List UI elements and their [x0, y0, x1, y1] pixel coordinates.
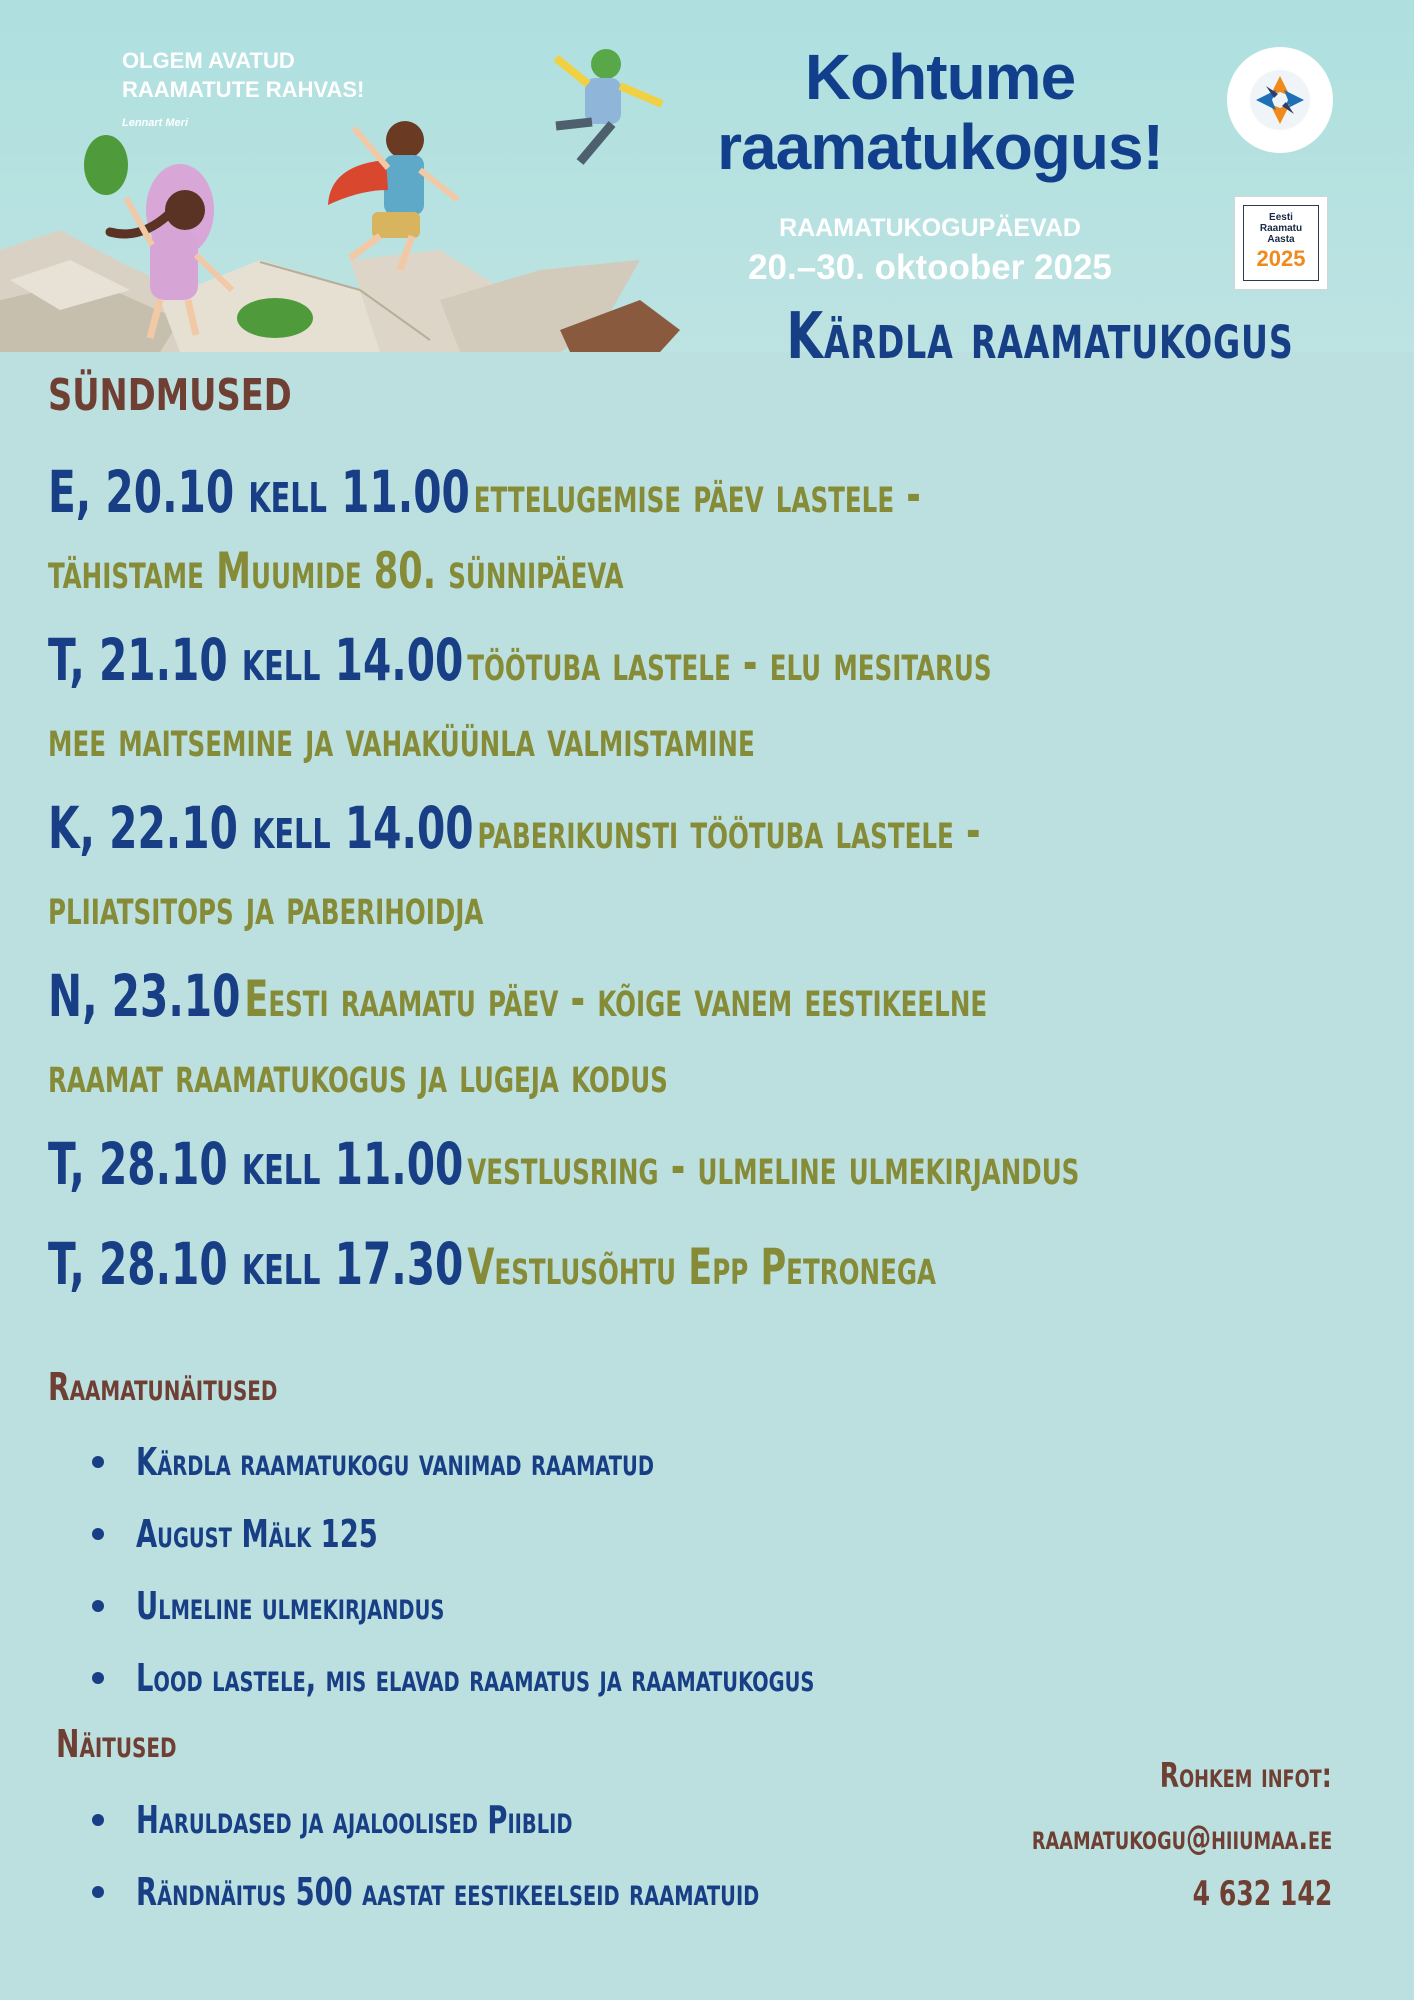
event-2-line-2	[48, 710, 755, 768]
logo-text-2: Raamatu	[1259, 223, 1303, 234]
library-name: Kärdla raamatukogus	[786, 300, 1294, 374]
event-1-line-1	[48, 458, 921, 526]
event-6-date: T, 28.10 kell 17.30	[48, 1230, 464, 1298]
event-5-line-1	[48, 1130, 1079, 1198]
lennart-meri-quote	[122, 46, 364, 104]
event-4-date: N, 23.10	[48, 962, 241, 1030]
bullet-icon	[92, 1600, 104, 1612]
bullet-icon	[92, 1814, 104, 1826]
event-4-line-2	[48, 1046, 668, 1104]
event-2-text: töötuba lastele - elu mesitarus	[467, 634, 992, 692]
event-3-text: paberikunsti töötuba lastele -	[477, 802, 981, 860]
event-1-text: ettelugemise päev lastele -	[473, 466, 921, 524]
title-line-1: Kohtume	[804, 41, 1076, 113]
event-2-text-2: mee maitsemine ja vahaküünla valmistamine	[48, 710, 755, 768]
event-3-text-2: pliiatsitops ja paberihoidja	[48, 878, 484, 936]
list-item-label: Haruldased ja ajaloolised Piiblid	[136, 1798, 573, 1842]
list-item-label: Kärdla raamatukogu vanimad raamatud	[136, 1440, 654, 1484]
event-1-date: E, 20.10 kell 11.00	[48, 458, 470, 526]
event-2-date: T, 21.10 kell 14.00	[48, 626, 464, 694]
contact-label: Rohkem infot:	[1159, 1756, 1332, 1796]
event-2-line-1	[48, 626, 992, 694]
list-item-label: Rändnäitus 500 aastat eestikeelseid raamatuid	[136, 1870, 760, 1914]
event-1-line-2	[48, 542, 624, 600]
event-dates: 20.–30. oktoober 2025	[748, 248, 1112, 287]
event-3-line-1	[48, 794, 981, 862]
main-title	[690, 42, 1190, 182]
book-exhibitions-heading: Raamatunäitused	[48, 1365, 278, 1409]
event-1-text-2: tähistame Muumide 80. sünnipäeva	[48, 542, 624, 600]
event-6-text: Vestlusõhtu Epp Petronega	[467, 1238, 937, 1296]
bullet-icon	[92, 1456, 104, 1468]
event-3-date: K, 22.10 kell 14.00	[48, 794, 474, 862]
event-4-text: Eesti raamatu päev - kõige vanem eestikeelne	[244, 970, 988, 1028]
list-item-label: Lood lastele, mis elavad raamatus ja raamatukogus	[136, 1656, 815, 1700]
event-3-line-2	[48, 878, 483, 936]
librarians-association-logo	[1226, 46, 1334, 154]
title-line-2: raamatukogus!	[717, 111, 1163, 183]
bullet-icon	[92, 1672, 104, 1684]
quote-author: Lennart Meri	[122, 117, 189, 129]
event-series-name: RAAMATUKOGUPÄEVAD	[779, 214, 1081, 242]
event-4-line-1	[48, 962, 987, 1030]
bullet-icon	[92, 1528, 104, 1540]
logo-text-3: Aasta	[1267, 234, 1295, 245]
quote-line-2: RAAMATUTE RAHVAS!	[122, 77, 365, 102]
contact-email[interactable]: raamatukogu@hiiumaa.ee	[1031, 1818, 1332, 1858]
bullet-icon	[92, 1886, 104, 1898]
event-4-text-2: raamat raamatukogus ja lugeja kodus	[48, 1046, 668, 1104]
list-item-label: August Mälk 125	[136, 1512, 378, 1556]
logo-year: 2025	[1256, 246, 1306, 271]
event-5-text: vestlusring - ulmeline ulmekirjandus	[467, 1138, 1080, 1196]
contact-phone[interactable]: 4 632 142	[1192, 1874, 1332, 1914]
logo-text-1: Eesti	[1269, 212, 1293, 223]
events-heading: SÜNDMUSED	[48, 370, 292, 421]
list-item-label: Ulmeline ulmekirjandus	[136, 1584, 445, 1628]
book-year-logo	[1234, 196, 1328, 290]
event-5-date: T, 28.10 kell 11.00	[48, 1130, 464, 1198]
exhibitions-heading: Näitused	[56, 1722, 177, 1766]
quote-line-1: OLGEM AVATUD	[122, 48, 295, 73]
event-6-line-1	[48, 1230, 936, 1298]
